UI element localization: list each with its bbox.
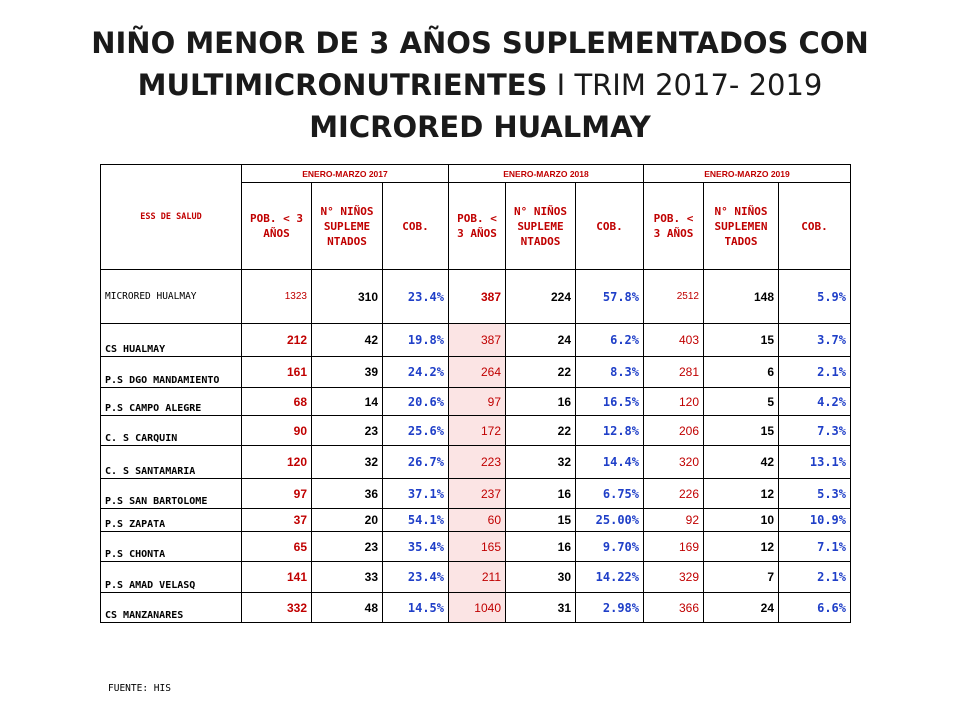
title-line-2-bold: MULTIMICRONUTRIENTES [137, 68, 548, 102]
facility-name-cell: P.S CAMPO ALEGRE [101, 388, 242, 416]
cob-2017-cell: 14.5% [383, 593, 449, 623]
cob-2018-cell: 16.5% [576, 388, 644, 416]
ninos-2019-cell: 15 [704, 416, 779, 446]
pob-2017-cell: 97 [242, 479, 312, 509]
ninos-2019-cell: 5 [704, 388, 779, 416]
ninos-2017-cell: 23 [312, 532, 383, 562]
table-row [101, 388, 851, 416]
ninos-2019-cell: 10 [704, 509, 779, 532]
col-header-pob-2019: POB. < 3 AÑOS [644, 183, 704, 270]
cob-2018-cell: 57.8% [576, 270, 644, 324]
pob-2017-cell: 120 [242, 446, 312, 479]
pob-2019-cell: 2512 [644, 270, 704, 324]
cob-2018-cell: 8.3% [576, 357, 644, 388]
ninos-2018-cell: 15 [506, 509, 576, 532]
pob-2017-cell: 90 [242, 416, 312, 446]
pob-2019-cell: 329 [644, 562, 704, 593]
pob-2019-cell: 281 [644, 357, 704, 388]
ninos-2017-cell: 48 [312, 593, 383, 623]
cob-2017-cell: 23.4% [383, 270, 449, 324]
facility-name-cell: P.S SAN BARTOLOME [101, 479, 242, 509]
cob-2017-cell: 26.7% [383, 446, 449, 479]
pob-2018-cell: 60 [449, 509, 506, 532]
table-row [101, 446, 851, 479]
cob-2019-cell: 5.9% [779, 270, 851, 324]
pob-2018-cell: 1040 [449, 593, 506, 623]
ess-header: ESS DE SALUD [101, 165, 242, 270]
ninos-2018-cell: 24 [506, 324, 576, 357]
ninos-2019-cell: 24 [704, 593, 779, 623]
pob-2019-cell: 320 [644, 446, 704, 479]
facility-name-cell: P.S DGO MANDAMIENTO [101, 357, 242, 388]
table-row [101, 479, 851, 509]
title-line-2-light: I TRIM 2017- 2019 [547, 68, 823, 102]
pob-2018-cell: 387 [449, 270, 506, 324]
cob-2019-cell: 2.1% [779, 562, 851, 593]
pob-2018-cell: 97 [449, 388, 506, 416]
ninos-2017-cell: 42 [312, 324, 383, 357]
facility-name-cell: P.S AMAD VELASQ [101, 562, 242, 593]
ninos-2017-cell: 33 [312, 562, 383, 593]
ninos-2019-cell: 6 [704, 357, 779, 388]
ninos-2017-cell: 20 [312, 509, 383, 532]
cob-2018-cell: 6.75% [576, 479, 644, 509]
pob-2019-cell: 120 [644, 388, 704, 416]
facility-name-cell: P.S ZAPATA [101, 509, 242, 532]
pob-2017-cell: 68 [242, 388, 312, 416]
pob-2017-cell: 37 [242, 509, 312, 532]
cob-2019-cell: 13.1% [779, 446, 851, 479]
ninos-2018-cell: 31 [506, 593, 576, 623]
cob-2018-cell: 14.22% [576, 562, 644, 593]
ninos-2017-cell: 39 [312, 357, 383, 388]
pob-2018-cell: 223 [449, 446, 506, 479]
cob-2017-cell: 20.6% [383, 388, 449, 416]
col-header-pob-2018: POB. < 3 AÑOS [449, 183, 506, 270]
facility-name-cell: MICRORED HUALMAY [101, 270, 242, 324]
pob-2017-cell: 332 [242, 593, 312, 623]
period-header-2018: ENERO-MARZO 2018 [449, 165, 644, 183]
facility-name-cell: C. S CARQUIN [101, 416, 242, 446]
ninos-2018-cell: 16 [506, 532, 576, 562]
cob-2017-cell: 25.6% [383, 416, 449, 446]
cob-2019-cell: 10.9% [779, 509, 851, 532]
ninos-2018-cell: 224 [506, 270, 576, 324]
ninos-2018-cell: 22 [506, 357, 576, 388]
cob-2019-cell: 2.1% [779, 357, 851, 388]
cob-2017-cell: 35.4% [383, 532, 449, 562]
pob-2018-cell: 387 [449, 324, 506, 357]
ninos-2017-cell: 14 [312, 388, 383, 416]
cob-2017-cell: 19.8% [383, 324, 449, 357]
facility-name-cell: P.S CHONTA [101, 532, 242, 562]
table-row [101, 270, 851, 324]
ninos-2019-cell: 148 [704, 270, 779, 324]
cob-2019-cell: 7.1% [779, 532, 851, 562]
ninos-2017-cell: 32 [312, 446, 383, 479]
table-row [101, 593, 851, 623]
pob-2018-cell: 237 [449, 479, 506, 509]
pob-2019-cell: 206 [644, 416, 704, 446]
ninos-2019-cell: 12 [704, 532, 779, 562]
table-row [101, 509, 851, 532]
ninos-2019-cell: 12 [704, 479, 779, 509]
cob-2017-cell: 24.2% [383, 357, 449, 388]
pob-2017-cell: 1323 [242, 270, 312, 324]
cob-2017-cell: 23.4% [383, 562, 449, 593]
cob-2018-cell: 25.00% [576, 509, 644, 532]
cob-2019-cell: 3.7% [779, 324, 851, 357]
pob-2019-cell: 92 [644, 509, 704, 532]
period-header-2019: ENERO-MARZO 2019 [644, 165, 851, 183]
pob-2019-cell: 226 [644, 479, 704, 509]
cob-2017-cell: 54.1% [383, 509, 449, 532]
cob-2018-cell: 9.70% [576, 532, 644, 562]
slide-title [0, 22, 960, 148]
ninos-2018-cell: 16 [506, 479, 576, 509]
col-header-cob-2018: COB. [576, 183, 644, 270]
ninos-2017-cell: 310 [312, 270, 383, 324]
cob-2019-cell: 4.2% [779, 388, 851, 416]
ninos-2019-cell: 7 [704, 562, 779, 593]
table-row [101, 357, 851, 388]
ninos-2018-cell: 22 [506, 416, 576, 446]
ninos-2019-cell: 15 [704, 324, 779, 357]
col-header-ninos-2019: N° NIÑOS SUPLEMEN TADOS [704, 183, 779, 270]
table-row [101, 562, 851, 593]
pob-2017-cell: 161 [242, 357, 312, 388]
cob-2018-cell: 14.4% [576, 446, 644, 479]
cob-2019-cell: 7.3% [779, 416, 851, 446]
facility-name-cell: C. S SANTAMARIA [101, 446, 242, 479]
col-header-cob-2017: COB. [383, 183, 449, 270]
col-header-pob-2017: POB. < 3 AÑOS [242, 183, 312, 270]
ninos-2018-cell: 16 [506, 388, 576, 416]
ninos-2018-cell: 30 [506, 562, 576, 593]
cob-2018-cell: 6.2% [576, 324, 644, 357]
cob-2019-cell: 5.3% [779, 479, 851, 509]
table-row [101, 324, 851, 357]
source-note: FUENTE: HIS [108, 683, 171, 694]
cob-2017-cell: 37.1% [383, 479, 449, 509]
facility-name-cell: CS MANZANARES [101, 593, 242, 623]
facility-name-cell: CS HUALMAY [101, 324, 242, 357]
cob-2018-cell: 2.98% [576, 593, 644, 623]
title-line-1: NIÑO MENOR DE 3 AÑOS SUPLEMENTADOS CON [91, 26, 869, 60]
col-header-ninos-2017: N° NIÑOS SUPLEME NTADOS [312, 183, 383, 270]
pob-2017-cell: 65 [242, 532, 312, 562]
pob-2019-cell: 403 [644, 324, 704, 357]
ninos-2018-cell: 32 [506, 446, 576, 479]
col-header-ninos-2018: N° NIÑOS SUPLEME NTADOS [506, 183, 576, 270]
ninos-2019-cell: 42 [704, 446, 779, 479]
pob-2017-cell: 212 [242, 324, 312, 357]
pob-2018-cell: 211 [449, 562, 506, 593]
cob-2019-cell: 6.6% [779, 593, 851, 623]
pob-2019-cell: 169 [644, 532, 704, 562]
pob-2019-cell: 366 [644, 593, 704, 623]
cob-2018-cell: 12.8% [576, 416, 644, 446]
table-row [101, 416, 851, 446]
period-header-2017: ENERO-MARZO 2017 [242, 165, 449, 183]
table-row [101, 532, 851, 562]
pob-2017-cell: 141 [242, 562, 312, 593]
col-header-cob-2019: COB. [779, 183, 851, 270]
pob-2018-cell: 172 [449, 416, 506, 446]
supplementation-table [100, 164, 851, 623]
pob-2018-cell: 264 [449, 357, 506, 388]
pob-2018-cell: 165 [449, 532, 506, 562]
ninos-2017-cell: 36 [312, 479, 383, 509]
title-line-3: MICRORED HUALMAY [309, 110, 651, 144]
ninos-2017-cell: 23 [312, 416, 383, 446]
